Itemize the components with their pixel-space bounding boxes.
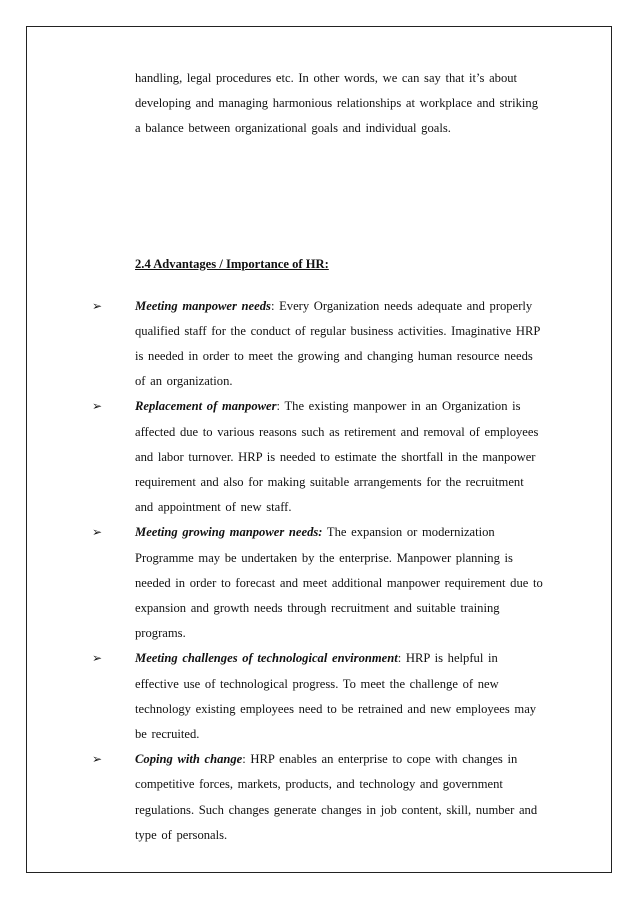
- section-heading: 2.4 Advantages / Importance of HR:: [135, 256, 329, 271]
- arrow-bullet-icon: ➢: [92, 525, 103, 540]
- list-item-meeting-growing-manpower-needs: [92, 520, 546, 646]
- item-text: : HRP enables an enterprise to cope with changes in competitive forces, markets, products, and technology and government regulations. Such changes generate changes in job content, skill, number and type of personals.: [135, 752, 538, 842]
- item-term: Meeting manpower needs: [135, 298, 271, 313]
- item-text: : The existing manpower in an Organization is affected due to various reasons such as retirement and removal of employees and labor turnover. HRP is needed to estimate the shortfall in the manpower requirement and also for making suitable arrangements for the recruitment and appointment of new staff.: [135, 399, 539, 515]
- arrow-bullet-icon: ➢: [92, 752, 103, 767]
- item-term: Meeting challenges of technological environment: [135, 651, 398, 666]
- list-item-technological-environment: [92, 646, 546, 747]
- item-text: : Every Organization needs adequate and properly qualified staff for the conduct of regular business activities. Imaginative HRP is needed in order to meet the growing and changing human resource needs of an organization.: [135, 298, 540, 389]
- item-term: Replacement of manpower: [135, 399, 277, 414]
- arrow-bullet-icon: ➢: [92, 298, 103, 313]
- advantages-list: [92, 294, 546, 848]
- intro-paragraph: handling, legal procedures etc. In other words, we can say that it’s about developing and managing harmonious relationships at workplace and striking a balance between organizational goals and individual goals.: [135, 71, 539, 136]
- item-term: Coping with change: [135, 752, 243, 767]
- list-item-replacement-of-manpower: [92, 394, 546, 520]
- item-text: : HRP is helpful in effective use of technological progress. To meet the challenge of new technology existing employees need to be retrained and new employees may be recruited.: [135, 651, 537, 742]
- arrow-bullet-icon: ➢: [92, 651, 103, 666]
- list-item-meeting-manpower-needs: [92, 294, 546, 395]
- page-content: [92, 66, 546, 848]
- item-text: The expansion or modernization Programme may be undertaken by the enterprise. Manpower planning is needed in order to forecast and meet additional manpower requirement due to expansion and growth needs through recruitment and suitable training programs.: [135, 525, 543, 641]
- item-term: Meeting growing manpower needs:: [135, 525, 323, 540]
- list-item-coping-with-change: [92, 747, 546, 848]
- arrow-bullet-icon: ➢: [92, 399, 103, 414]
